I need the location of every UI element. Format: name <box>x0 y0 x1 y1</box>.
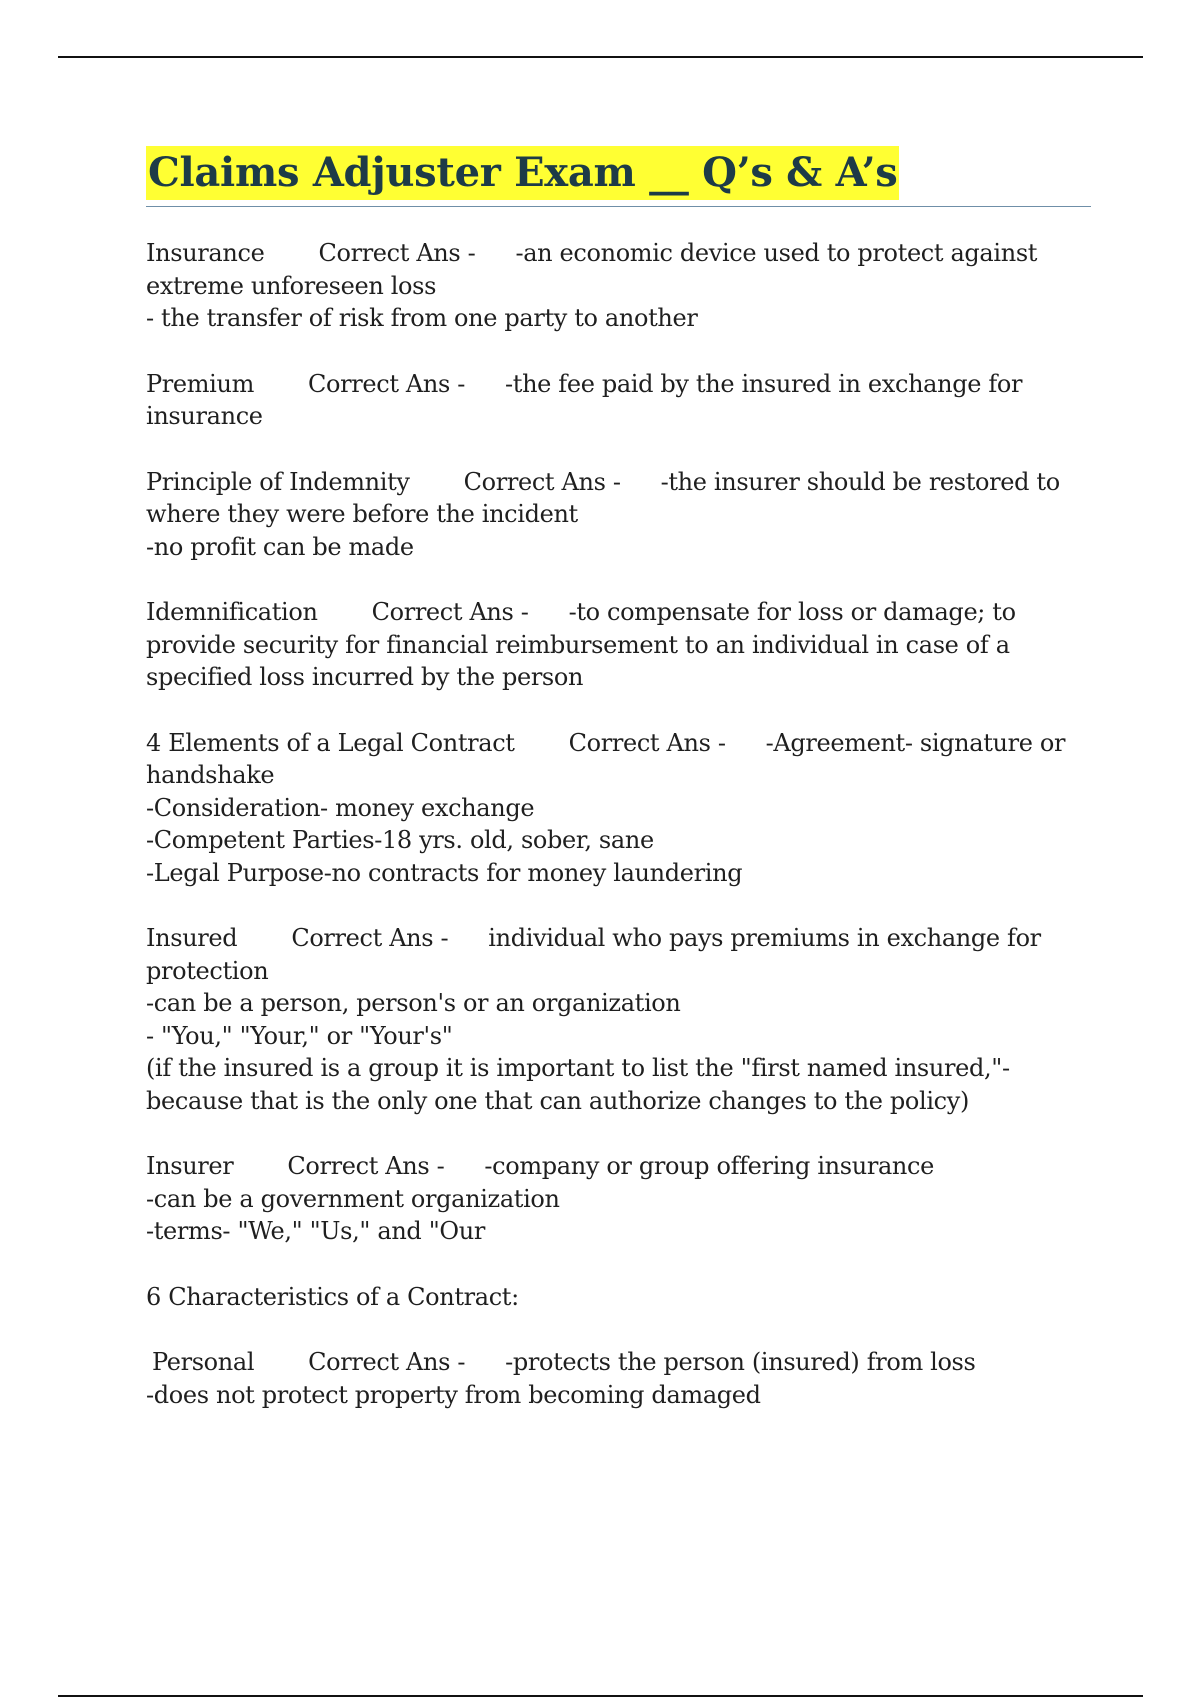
answer-line: -no profit can be made <box>146 532 414 561</box>
page-top-rule <box>58 56 1143 58</box>
answer-text: -the insurer should be restored to where they were before the incident <box>146 467 1060 528</box>
answer-text: -protects the person (insured) from loss <box>505 1348 976 1376</box>
correct-answer-label: Correct Ans - <box>568 728 726 757</box>
answer-line: - the transfer of risk from one party to another <box>146 304 698 332</box>
answer-text: individual who pays premiums in exchange for protection <box>146 924 1041 985</box>
qa-first-line <box>146 466 1091 531</box>
qa-first-line <box>146 368 1091 433</box>
qa-list <box>146 237 1091 1248</box>
qa-first-line <box>146 1150 1091 1183</box>
qa-entry <box>146 1346 1091 1411</box>
qa-first-line <box>146 727 1091 792</box>
qa-entry <box>146 596 1091 694</box>
question-term: Insurer <box>146 1152 234 1180</box>
qa-first-line <box>146 237 1091 302</box>
correct-answer-label: Correct Ans - <box>287 1152 445 1180</box>
answer-line: (if the insured is a group it is important to list the "first named insured,"- because that is the only one that can authorize changes to the policy) <box>146 1054 1010 1115</box>
qa-entry <box>146 466 1091 564</box>
answer-line: -Consideration- money exchange <box>146 793 535 822</box>
answer-line: - "You," "Your," or "Your's" <box>146 1021 453 1050</box>
answer-line: -Legal Purpose-no contracts for money laundering <box>146 858 743 887</box>
answer-line: -terms- "We," "Us," and "Our <box>146 1217 485 1245</box>
question-term: Personal <box>152 1348 255 1376</box>
answer-line: -can be a person, person's or an organization <box>146 989 681 1017</box>
qa-entry <box>146 922 1091 1117</box>
qa-first-line <box>146 922 1091 987</box>
correct-answer-label: Correct Ans - <box>291 924 449 952</box>
correct-answer-label: Correct Ans - <box>308 1348 466 1376</box>
document-body <box>146 146 1091 1444</box>
answer-line: -does not protect property from becoming damaged <box>146 1380 761 1409</box>
correct-answer-label: Correct Ans - <box>371 598 529 626</box>
correct-answer-label: Correct Ans - <box>308 369 466 398</box>
qa-list-after <box>146 1346 1091 1411</box>
question-term: Premium <box>146 369 255 398</box>
question-term: Insured <box>146 924 238 952</box>
qa-entry <box>146 727 1091 890</box>
qa-first-line <box>146 596 1091 694</box>
correct-answer-label: Correct Ans - <box>463 467 621 496</box>
document-title: Claims Adjuster Exam __ Q’s & A’s <box>146 146 899 200</box>
page-bottom-rule <box>58 1695 1143 1697</box>
answer-text: -company or group offering insurance <box>484 1152 934 1180</box>
answer-text: -the fee paid by the insured in exchange for insurance <box>146 369 1023 430</box>
question-term: Insurance <box>146 239 265 267</box>
question-term: 4 Elements of a Legal Contract <box>146 728 515 757</box>
answer-line: -can be a government organization <box>146 1184 560 1213</box>
qa-entry <box>146 368 1091 433</box>
answer-line: -Competent Parties-18 yrs. old, sober, sane <box>146 826 654 854</box>
section-heading: 6 Characteristics of a Contract: <box>146 1282 519 1311</box>
correct-answer-label: Correct Ans - <box>318 239 476 267</box>
answer-text: -Agreement- signature or handshake <box>146 728 1066 789</box>
answer-text: -to compensate for loss or damage; to provide security for financial reimbursement to an individual in case of a specified loss incurred by the person <box>146 598 1016 691</box>
title-block <box>146 146 1091 207</box>
qa-entry <box>146 237 1091 335</box>
qa-entry <box>146 1150 1091 1248</box>
answer-text: -an economic device used to protect against extreme unforeseen loss <box>146 239 1038 300</box>
question-term: Idemnification <box>146 598 318 626</box>
qa-first-line <box>152 1346 1091 1379</box>
question-term: Principle of Indemnity <box>146 467 410 496</box>
